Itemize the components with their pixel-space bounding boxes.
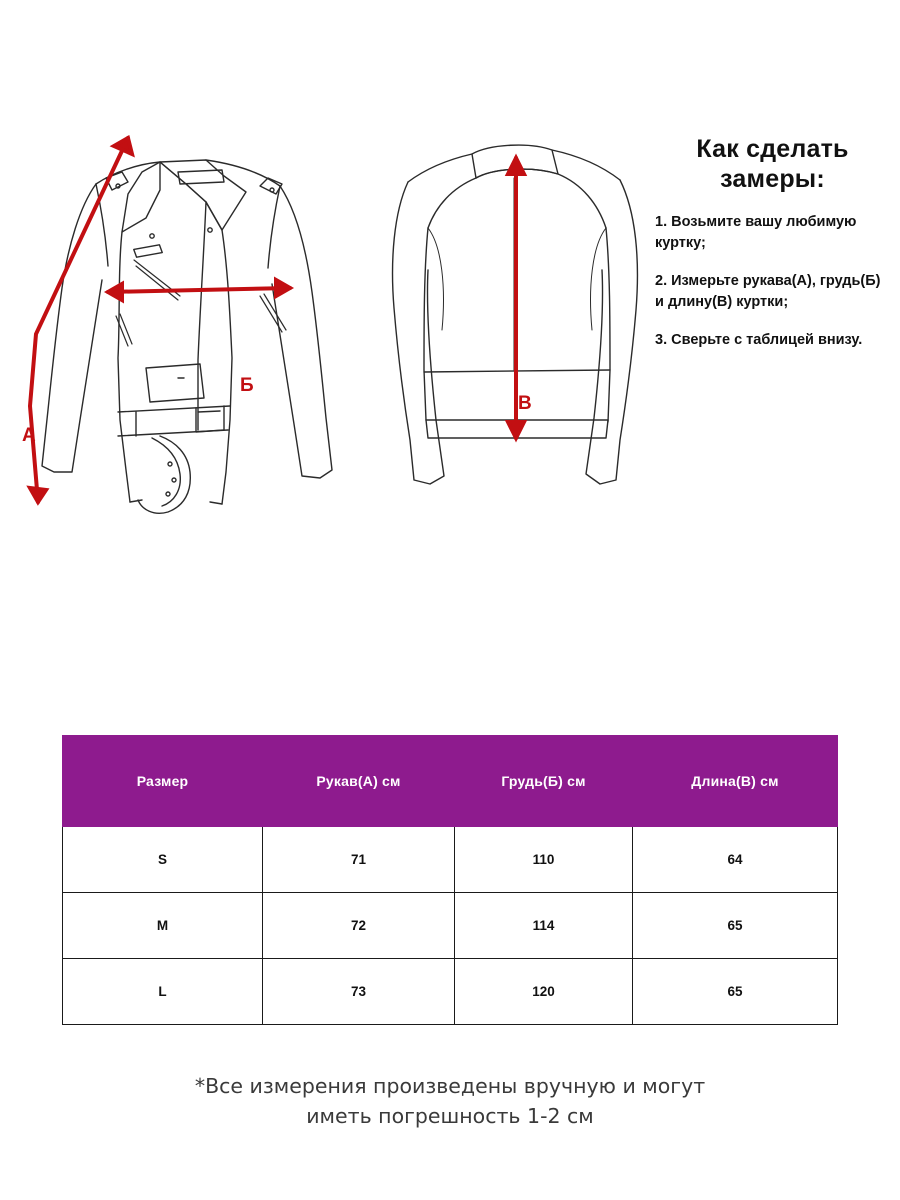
table-header-row — [63, 736, 838, 827]
instruction-step-1: 1. Возьмите вашу любимую куртку; — [655, 214, 857, 252]
instructions-title: Как сделать замеры: — [696, 135, 849, 193]
cell-length: 65 — [633, 959, 838, 1025]
column-header-chest: Грудь(Б) см — [455, 736, 633, 827]
instructions-block — [655, 135, 890, 368]
jacket-front-illustration — [10, 120, 370, 520]
column-header-length: Длина(В) см — [633, 736, 838, 827]
jacket-back-illustration — [380, 120, 670, 540]
cell-size: S — [63, 827, 263, 893]
label-chest: Б — [240, 375, 254, 396]
measurement-disclaimer — [0, 1072, 900, 1131]
table-row — [63, 827, 838, 893]
front-measure-arrows — [30, 138, 290, 502]
cell-length: 64 — [633, 827, 838, 893]
instruction-step-3: 3. Сверьте с таблицей внизу. — [655, 332, 863, 349]
disclaimer-line-2: иметь погрешность 1-2 см — [306, 1103, 594, 1128]
cell-sleeve: 71 — [263, 827, 455, 893]
cell-sleeve: 72 — [263, 893, 455, 959]
size-table — [62, 735, 838, 1025]
cell-chest: 114 — [455, 893, 633, 959]
column-header-sleeve: Рукав(А) см — [263, 736, 455, 827]
cell-chest: 120 — [455, 959, 633, 1025]
cell-length: 65 — [633, 893, 838, 959]
cell-size: L — [63, 959, 263, 1025]
column-header-size: Размер — [63, 736, 263, 827]
label-length: В — [518, 393, 532, 414]
table-row — [63, 893, 838, 959]
table-row — [63, 959, 838, 1025]
label-sleeve: А — [22, 425, 36, 446]
instruction-step-2: 2. Измерьте рукава(А), грудь(Б) и длину(В) куртки; — [655, 273, 881, 311]
disclaimer-line-1: *Все измерения произведены вручную и могут — [194, 1074, 706, 1098]
cell-chest: 110 — [455, 827, 633, 893]
cell-sleeve: 73 — [263, 959, 455, 1025]
cell-size: M — [63, 893, 263, 959]
